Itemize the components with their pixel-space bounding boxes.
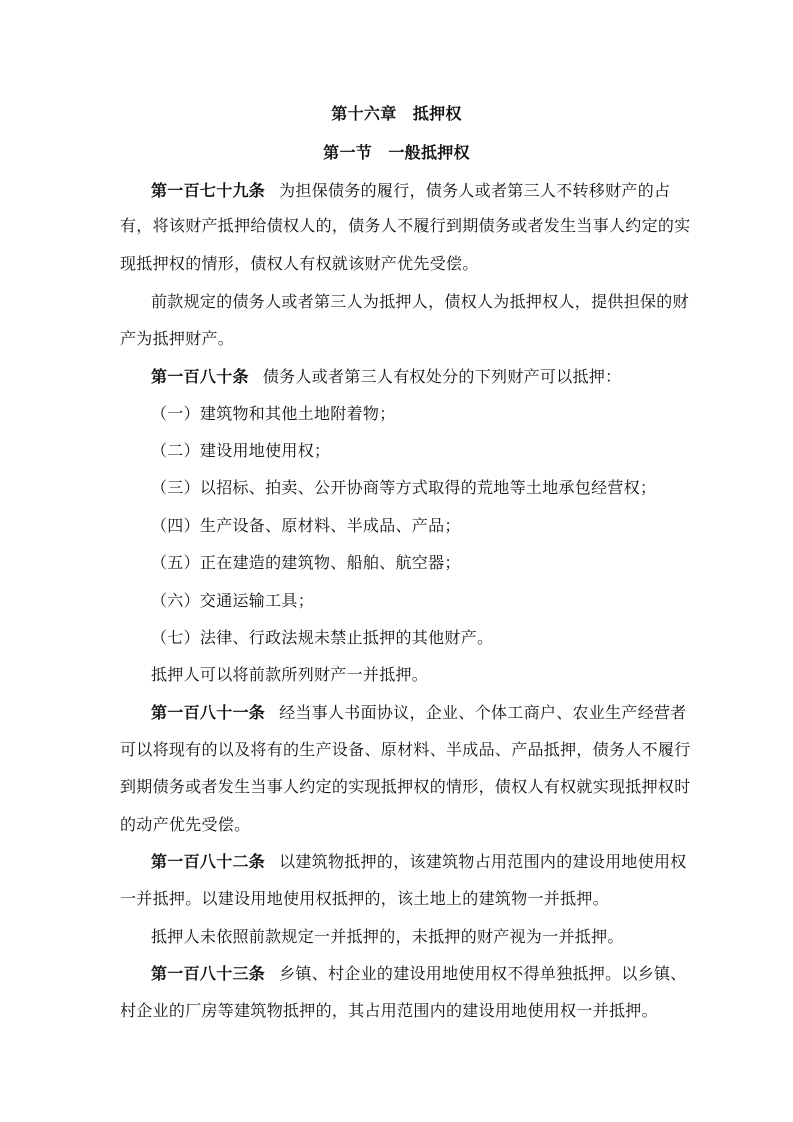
section-title: 第一节 一般抵押权	[323, 143, 470, 162]
article-180-text: 债务人或者第三人有权处分的下列财产可以抵押：	[262, 367, 622, 386]
article-181-line-1	[151, 702, 687, 724]
article-179-line-1	[151, 180, 680, 202]
article-182-line-1	[151, 851, 687, 873]
article-181-line-4: 的动产优先受偿。	[120, 815, 251, 834]
article-180-closing: 抵押人可以将前款所列财产一并抵押。	[151, 665, 429, 684]
article-181-text: 经当事人书面协议，企业、个体工商户、农业生产经营者	[279, 703, 687, 722]
article-183-line-2: 村企业的厂房等建筑物抵押的，其占用范围内的建设用地使用权一并抵押。	[120, 1001, 658, 1020]
article-181-number: 第一百八十一条	[151, 703, 266, 722]
list-item: （三）以招标、拍卖、公开协商等方式取得的荒地等土地承包经营权；	[151, 478, 657, 497]
article-180-number: 第一百八十条	[151, 367, 249, 386]
list-item: （七）法律、行政法规未禁止抵押的其他财产。	[151, 628, 494, 647]
article-181-line-3: 到期债务或者发生当事人约定的实现抵押权的情形，债权人有权就实现抵押权时	[120, 777, 691, 796]
article-182-number: 第一百八十二条	[151, 852, 266, 871]
article-182-line-2: 一并抵押。以建设用地使用权抵押的，该土地上的建筑物一并抵押。	[120, 889, 610, 908]
article-183-number: 第一百八十三条	[151, 964, 266, 983]
list-item: （四）生产设备、原材料、半成品、产品；	[151, 516, 461, 535]
article-182-text: 以建筑物抵押的，该建筑物占用范围内的建设用地使用权	[279, 852, 687, 871]
article-179-line-2: 有，将该财产抵押给债权人的，债务人不履行到期债务或者发生当事人约定的实	[120, 216, 691, 235]
article-179-line-3: 现抵押权的情形，债权人有权就该财产优先受偿。	[120, 254, 479, 273]
article-182-para-2: 抵押人未依照前款规定一并抵押的，未抵押的财产视为一并抵押。	[151, 927, 624, 946]
article-179-text: 为担保债务的履行，债务人或者第三人不转移财产的占	[279, 181, 671, 200]
list-item: （二）建设用地使用权；	[151, 441, 331, 460]
article-179-number: 第一百七十九条	[151, 181, 266, 200]
list-item: （五）正在建造的建筑物、船舶、航空器；	[151, 553, 461, 572]
article-179-para-2-line-2: 产为抵押财产。	[120, 329, 235, 348]
article-183-line-1	[151, 963, 687, 985]
article-179-para-2-line-1: 前款规定的债务人或者第三人为抵押人，债权人为抵押权人，提供担保的财	[151, 292, 689, 311]
article-180-line-1	[151, 366, 680, 388]
article-181-line-2: 可以将现有的以及将有的生产设备、原材料、半成品、产品抵押，债务人不履行	[120, 740, 691, 759]
chapter-title: 第十六章 抵押权	[331, 104, 462, 123]
list-item: （六）交通运输工具；	[151, 591, 315, 610]
article-183-text: 乡镇、村企业的建设用地使用权不得单独抵押。以乡镇、	[279, 964, 687, 983]
list-item: （一）建筑物和其他土地附着物；	[151, 404, 396, 423]
